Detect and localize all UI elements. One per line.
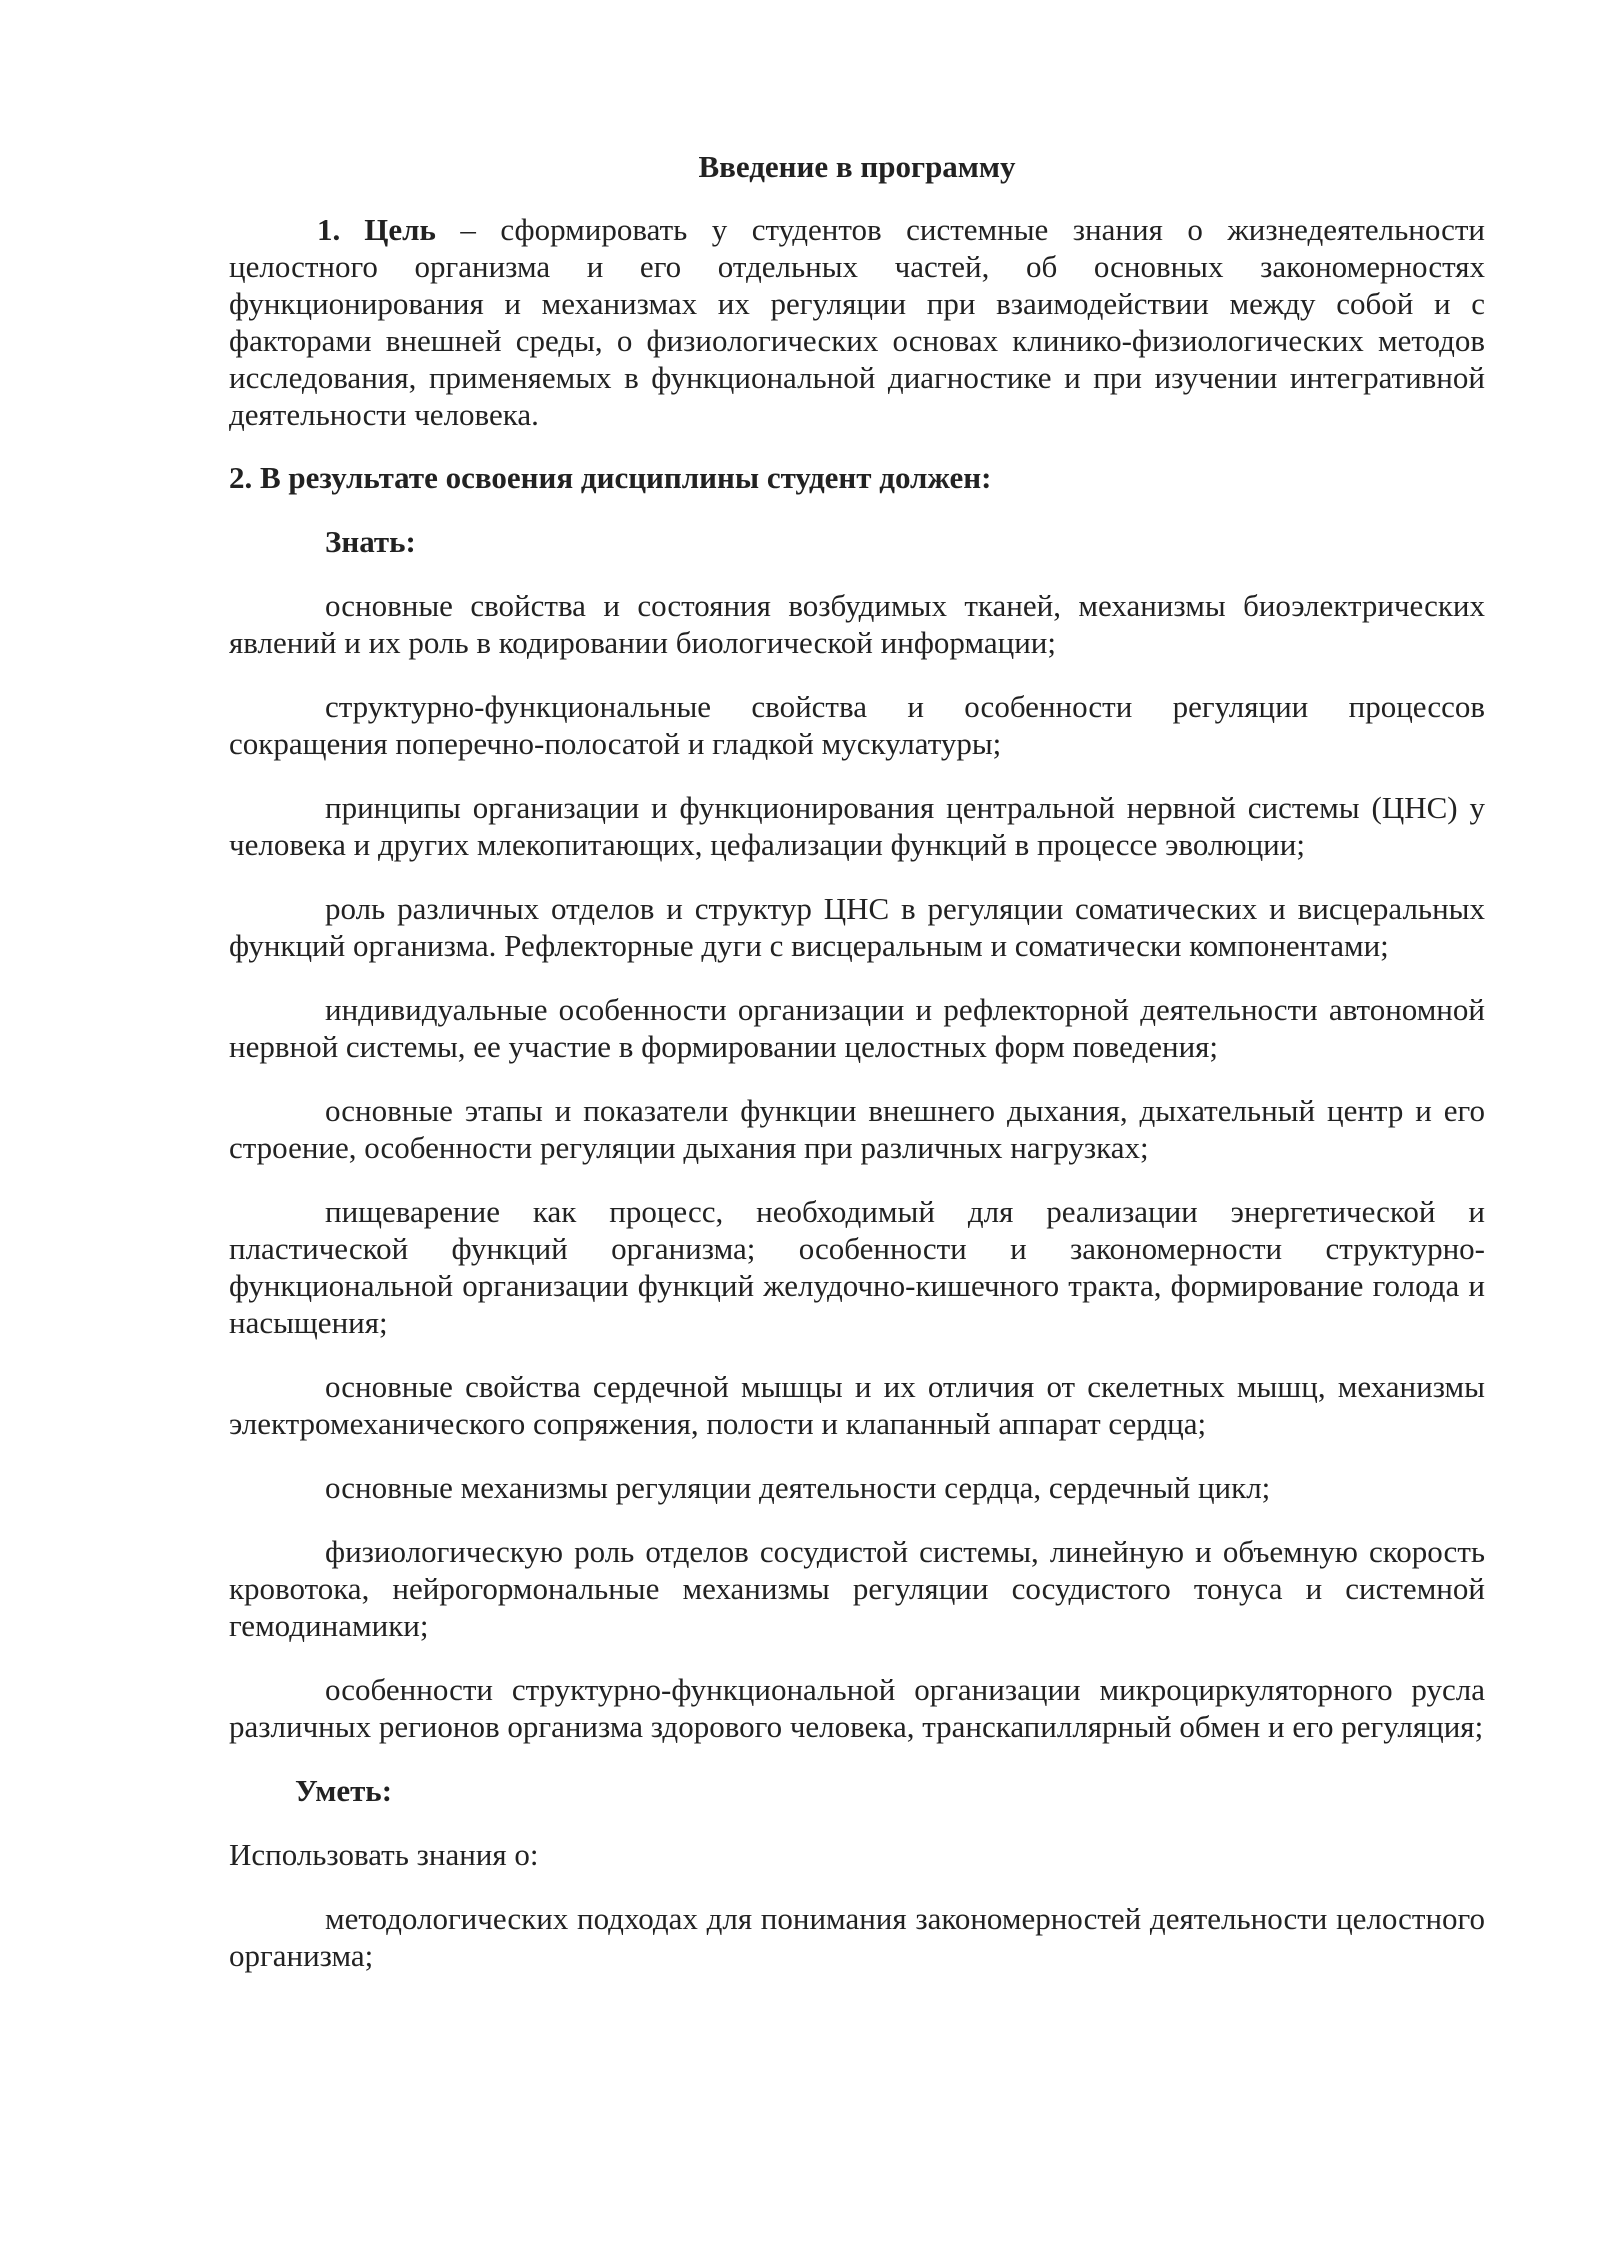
goal-number: 1. [317, 212, 341, 247]
know-item: индивидуальные особенности организации и рефлекторной деятельности автономной нервной системы, ее участие в формировании целостных форм поведения; [229, 992, 1485, 1064]
can-heading: Уметь: [295, 1773, 393, 1808]
can-item: методологических подходах для понимания закономерностей деятельности целостного организма; [229, 1901, 1485, 1973]
goal-text: – сформировать у студентов системные знания о жизнедеятельности целостного организма и его отдельных частей, об основных закономерностях функционирования и механизмах их регуляции при взаимодействии между собой и с факторами внешней среды, о физиологических основах клинико-физиологических методов исследования, применяемых в функциональной диагностике и при изучении интегративной деятельности человека. [229, 212, 1485, 432]
know-item: особенности структурно-функциональной организации микроциркуляторного русла различных регионов организма здорового человека, транскапиллярный обмен и его регуляция; [229, 1672, 1485, 1744]
know-item: физиологическую роль отделов сосудистой системы, линейную и объемную скорость кровотока, нейрогормональные механизмы регуляции сосудистого тонуса и системной гемодинамики; [229, 1534, 1485, 1643]
section-2-heading: 2. В результате освоения дисциплины студент должен: [229, 460, 992, 495]
know-heading: Знать: [325, 524, 416, 559]
goal-label: Цель [364, 212, 436, 247]
know-item: основные этапы и показатели функции внешнего дыхания, дыхательный центр и его строение, особенности регуляции дыхания при различных нагрузках; [229, 1093, 1485, 1165]
use-knowledge-line: Использовать знания о: [229, 1837, 539, 1872]
know-item: основные механизмы регуляции деятельности сердца, сердечный цикл; [325, 1470, 1271, 1505]
know-item: основные свойства и состояния возбудимых тканей, механизмы биоэлектрических явлений и их роль в кодировании биологической информации; [229, 588, 1485, 660]
know-item: пищеварение как процесс, необходимый для реализации энергетической и пластической функций организма; особенности и закономерности структурно-функциональной организации функций желудочно-кишечного тракта, формирование голода и насыщения; [229, 1194, 1485, 1340]
document-title: Введение в программу [698, 149, 1016, 184]
document-page [229, 148, 1485, 2001]
know-item: основные свойства сердечной мышцы и их отличия от скелетных мышц, механизмы электромеханического сопряжения, полости и клапанный аппарат сердца; [229, 1369, 1485, 1441]
know-item: роль различных отделов и структур ЦНС в регуляции соматических и висцеральных функций организма. Рефлекторные дуги с висцеральным и соматически компонентами; [229, 891, 1485, 963]
know-item: структурно-функциональные свойства и особенности регуляции процессов сокращения поперечно-полосатой и гладкой мускулатуры; [229, 689, 1485, 761]
goal-paragraph [229, 211, 1485, 433]
know-item: принципы организации и функционирования центральной нервной системы (ЦНС) у человека и других млекопитающих, цефализации функций в процессе эволюции; [229, 790, 1485, 862]
